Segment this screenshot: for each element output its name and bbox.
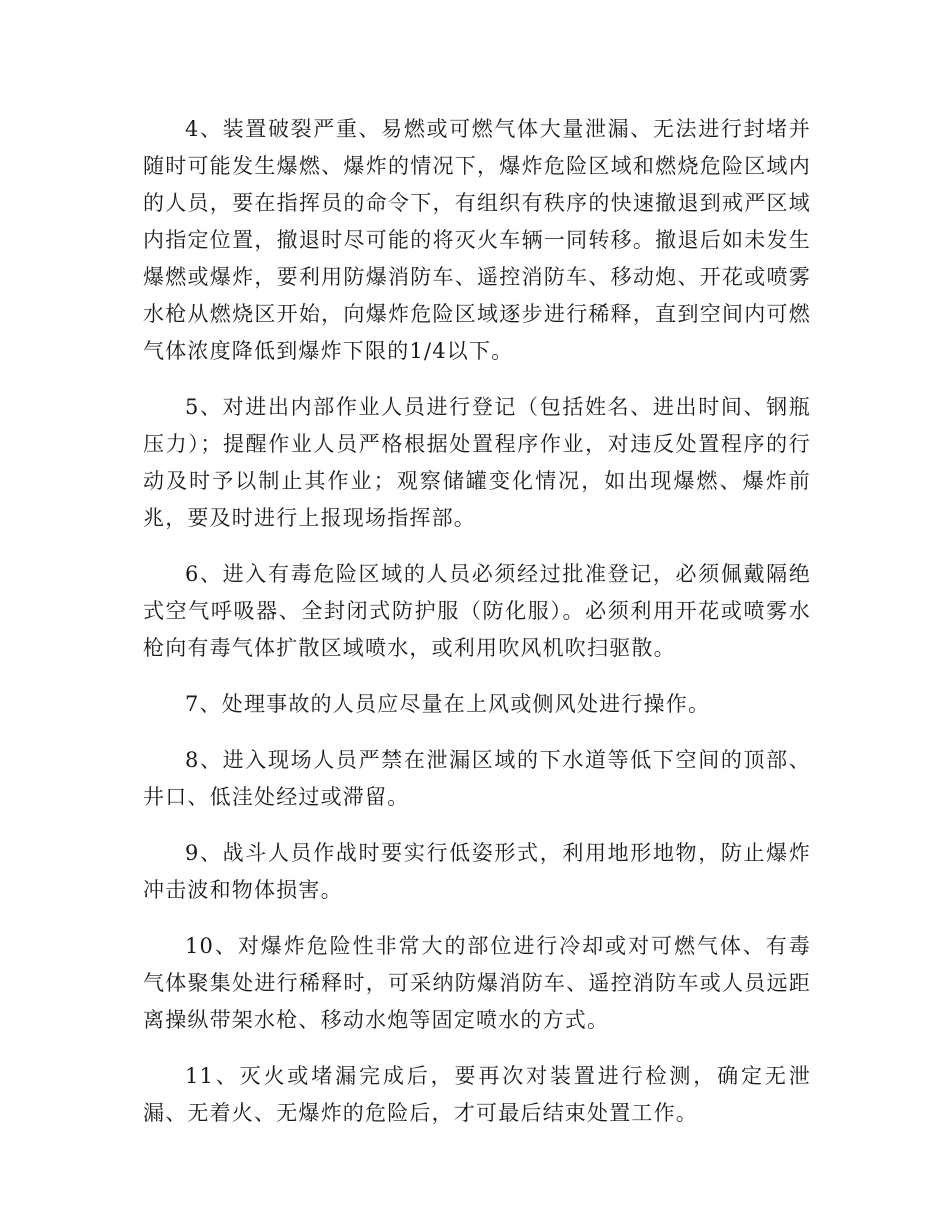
paragraph-item-6: 6、进入有毒危险区域的人员必须经过批准登记，必须佩戴隔绝式空气呼吸器、全封闭式防护服（防化服）。必须利用开花或喷雾水枪向有毒气体扩散区域喷水，或利用吹风机吹扫驱散。 — [143, 562, 811, 660]
paragraph-item-8: 8、进入现场人员严禁在泄漏区域的下水道等低下空间的顶部、井口、低洼处经过或滞留。 — [143, 748, 811, 809]
paragraph-item-10: 10、对爆炸危险性非常大的部位进行冷却或对可燃气体、有毒气体聚集处进行稀释时，可采纳防爆消防车、遥控消防车或人员远距离操纵带架水枪、移动水炮等固定喷水的方式。 — [143, 934, 811, 1032]
paragraph-item-5: 5、对进出内部作业人员进行登记（包括姓名、进出时间、钢瓶压力）；提醒作业人员严格根据处置程序作业，对违反处置程序的行动及时予以制止其作业；观察储罐变化情况，如出现爆燃、爆炸前兆，要及时进行上报现场指挥部。 — [143, 395, 811, 530]
paragraph-item-4: 4、装置破裂严重、易燃或可燃气体大量泄漏、无法进行封堵并随时可能发生爆燃、爆炸的情况下，爆炸危险区域和燃烧危险区域内的人员，要在指挥员的命令下，有组织有秩序的快速撤退到戒严区域内指定位置，撤退时尽可能的将灭火车辆一同转移。撤退后如未发生爆燃或爆炸，要利用防爆消防车、遥控消防车、移动炮、开花或喷雾水枪从燃烧区开始，向爆炸危险区域逐步进行稀释，直到空间内可燃气体浓度降低到爆炸下限的1/4以下。 — [143, 117, 811, 363]
paragraph-item-9: 9、战斗人员作战时要实行低姿形式，利用地形地物，防止爆炸冲击波和物体损害。 — [143, 841, 811, 902]
paragraph-item-11: 11、灭火或堵漏完成后，要再次对装置进行检测，确定无泄漏、无着火、无爆炸的危险后，才可最后结束处置工作。 — [143, 1064, 811, 1125]
paragraph-item-7: 7、处理事故的人员应尽量在上风或侧风处进行操作。 — [185, 692, 711, 716]
document-body — [143, 111, 811, 1151]
